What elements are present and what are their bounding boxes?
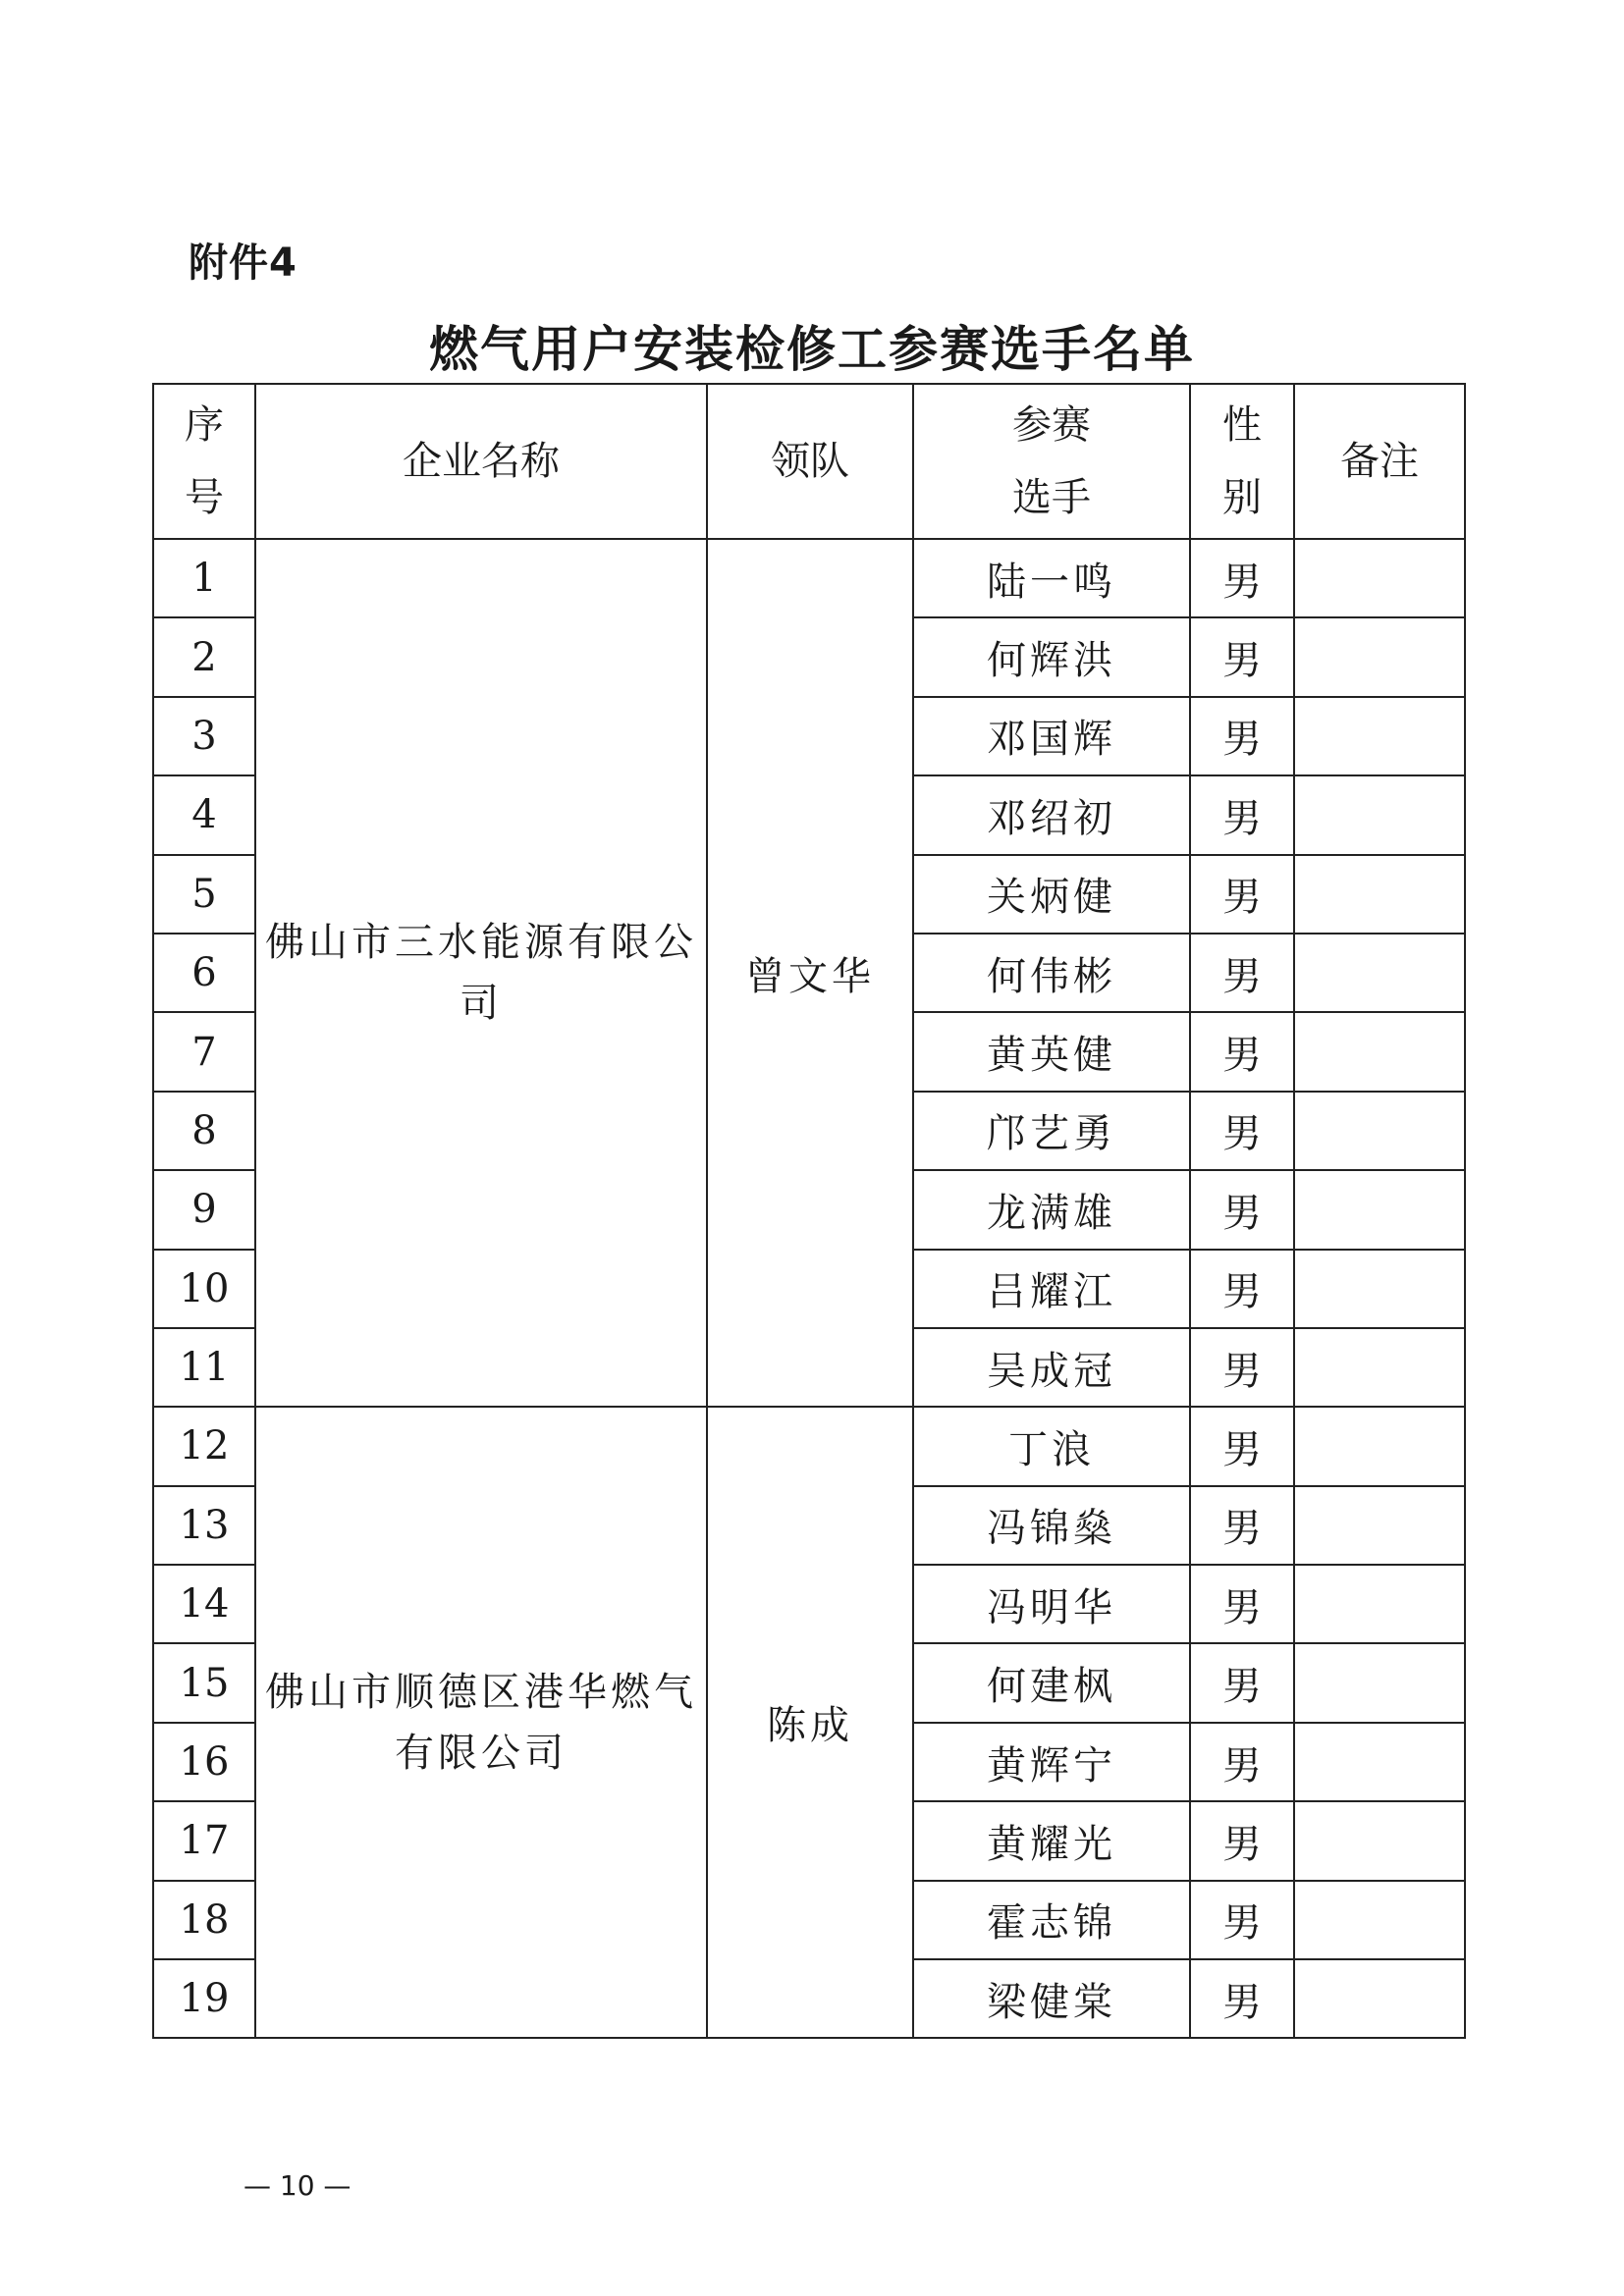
participant-gender: 男 [1190, 1565, 1294, 1643]
participant-name: 丁浪 [913, 1407, 1190, 1485]
row-seq: 4 [153, 775, 255, 854]
participant-name: 何辉洪 [913, 617, 1190, 696]
participant-gender: 男 [1190, 1959, 1294, 2038]
participant-gender: 男 [1190, 1486, 1294, 1565]
page-number: — 10 — [244, 2169, 352, 2202]
participant-name: 梁健棠 [913, 1959, 1190, 2038]
participant-gender: 男 [1190, 1250, 1294, 1328]
participant-remark [1294, 1881, 1465, 1959]
participant-remark [1294, 934, 1465, 1012]
participant-name: 黄辉宁 [913, 1723, 1190, 1801]
row-seq: 12 [153, 1407, 255, 1485]
header-gender-line1: 性 [1222, 402, 1262, 448]
participant-name: 陆一鸣 [913, 539, 1190, 617]
participant-gender: 男 [1190, 539, 1294, 617]
row-seq: 10 [153, 1250, 255, 1328]
row-seq: 7 [153, 1012, 255, 1091]
participant-remark [1294, 1643, 1465, 1722]
participant-gender: 男 [1190, 855, 1294, 934]
row-seq: 2 [153, 617, 255, 696]
participant-remark [1294, 1012, 1465, 1091]
row-seq: 9 [153, 1170, 255, 1249]
participant-remark [1294, 539, 1465, 617]
participant-remark [1294, 1565, 1465, 1643]
participant-gender: 男 [1190, 1801, 1294, 1880]
participant-remark [1294, 697, 1465, 775]
participant-name: 龙满雄 [913, 1170, 1190, 1249]
participant-remark [1294, 1250, 1465, 1328]
participant-gender: 男 [1190, 934, 1294, 1012]
table-body [153, 539, 1465, 2038]
participant-name: 邝艺勇 [913, 1092, 1190, 1170]
team-leader: 曾文华 [707, 539, 913, 1407]
participant-remark [1294, 1801, 1465, 1880]
row-seq: 18 [153, 1881, 255, 1959]
company-name: 佛山市三水能源有限公司 [255, 539, 707, 1407]
participant-remark [1294, 775, 1465, 854]
participant-name: 何建枫 [913, 1643, 1190, 1722]
row-seq: 6 [153, 934, 255, 1012]
header-remarks: 备注 [1294, 384, 1465, 539]
participant-name: 邓国辉 [913, 697, 1190, 775]
participant-name: 吕耀江 [913, 1250, 1190, 1328]
header-seq-line2: 号 [185, 475, 224, 520]
row-seq: 16 [153, 1723, 255, 1801]
participant-gender: 男 [1190, 1407, 1294, 1485]
team-leader: 陈成 [707, 1407, 913, 2038]
row-seq: 17 [153, 1801, 255, 1880]
participant-name: 冯明华 [913, 1565, 1190, 1643]
participant-gender: 男 [1190, 617, 1294, 696]
participant-name: 何伟彬 [913, 934, 1190, 1012]
table-row [153, 539, 1465, 617]
header-leader: 领队 [707, 384, 913, 539]
participant-name: 黄英健 [913, 1012, 1190, 1091]
participant-gender: 男 [1190, 1723, 1294, 1801]
header-participant-line2: 选手 [1012, 475, 1091, 520]
row-seq: 13 [153, 1486, 255, 1565]
participant-remark [1294, 1407, 1465, 1485]
header-participant-line1: 参赛 [1012, 402, 1091, 448]
participant-gender: 男 [1190, 1012, 1294, 1091]
row-seq: 11 [153, 1328, 255, 1407]
attachment-label: 附件4 [189, 240, 298, 286]
header-gender [1190, 384, 1294, 539]
company-name: 佛山市顺德区港华燃气有限公司 [255, 1407, 707, 2038]
row-seq: 3 [153, 697, 255, 775]
document-title: 燃气用户安装检修工参赛选手名单 [429, 321, 1195, 378]
participant-remark [1294, 617, 1465, 696]
row-seq: 14 [153, 1565, 255, 1643]
header-seq [153, 384, 255, 539]
participant-gender: 男 [1190, 775, 1294, 854]
participant-remark [1294, 1486, 1465, 1565]
participant-remark [1294, 855, 1465, 934]
participant-remark [1294, 1959, 1465, 2038]
participant-remark [1294, 1092, 1465, 1170]
participant-name: 邓绍初 [913, 775, 1190, 854]
participant-gender: 男 [1190, 697, 1294, 775]
participant-name: 吴成冠 [913, 1328, 1190, 1407]
row-seq: 15 [153, 1643, 255, 1722]
row-seq: 19 [153, 1959, 255, 2038]
header-seq-line1: 序 [185, 402, 224, 448]
participant-name: 冯锦燊 [913, 1486, 1190, 1565]
row-seq: 5 [153, 855, 255, 934]
participant-gender: 男 [1190, 1092, 1294, 1170]
table-row [153, 1407, 1465, 1485]
header-company: 企业名称 [255, 384, 707, 539]
row-seq: 1 [153, 539, 255, 617]
participant-remark [1294, 1170, 1465, 1249]
header-participant [913, 384, 1190, 539]
participant-gender: 男 [1190, 1170, 1294, 1249]
row-seq: 8 [153, 1092, 255, 1170]
participant-gender: 男 [1190, 1643, 1294, 1722]
table-header-row [153, 384, 1465, 539]
participant-remark [1294, 1723, 1465, 1801]
participant-name: 黄耀光 [913, 1801, 1190, 1880]
participant-gender: 男 [1190, 1881, 1294, 1959]
participant-name: 霍志锦 [913, 1881, 1190, 1959]
participant-table [152, 383, 1466, 2039]
participant-name: 关炳健 [913, 855, 1190, 934]
participant-remark [1294, 1328, 1465, 1407]
participant-gender: 男 [1190, 1328, 1294, 1407]
header-gender-line2: 别 [1222, 475, 1262, 520]
